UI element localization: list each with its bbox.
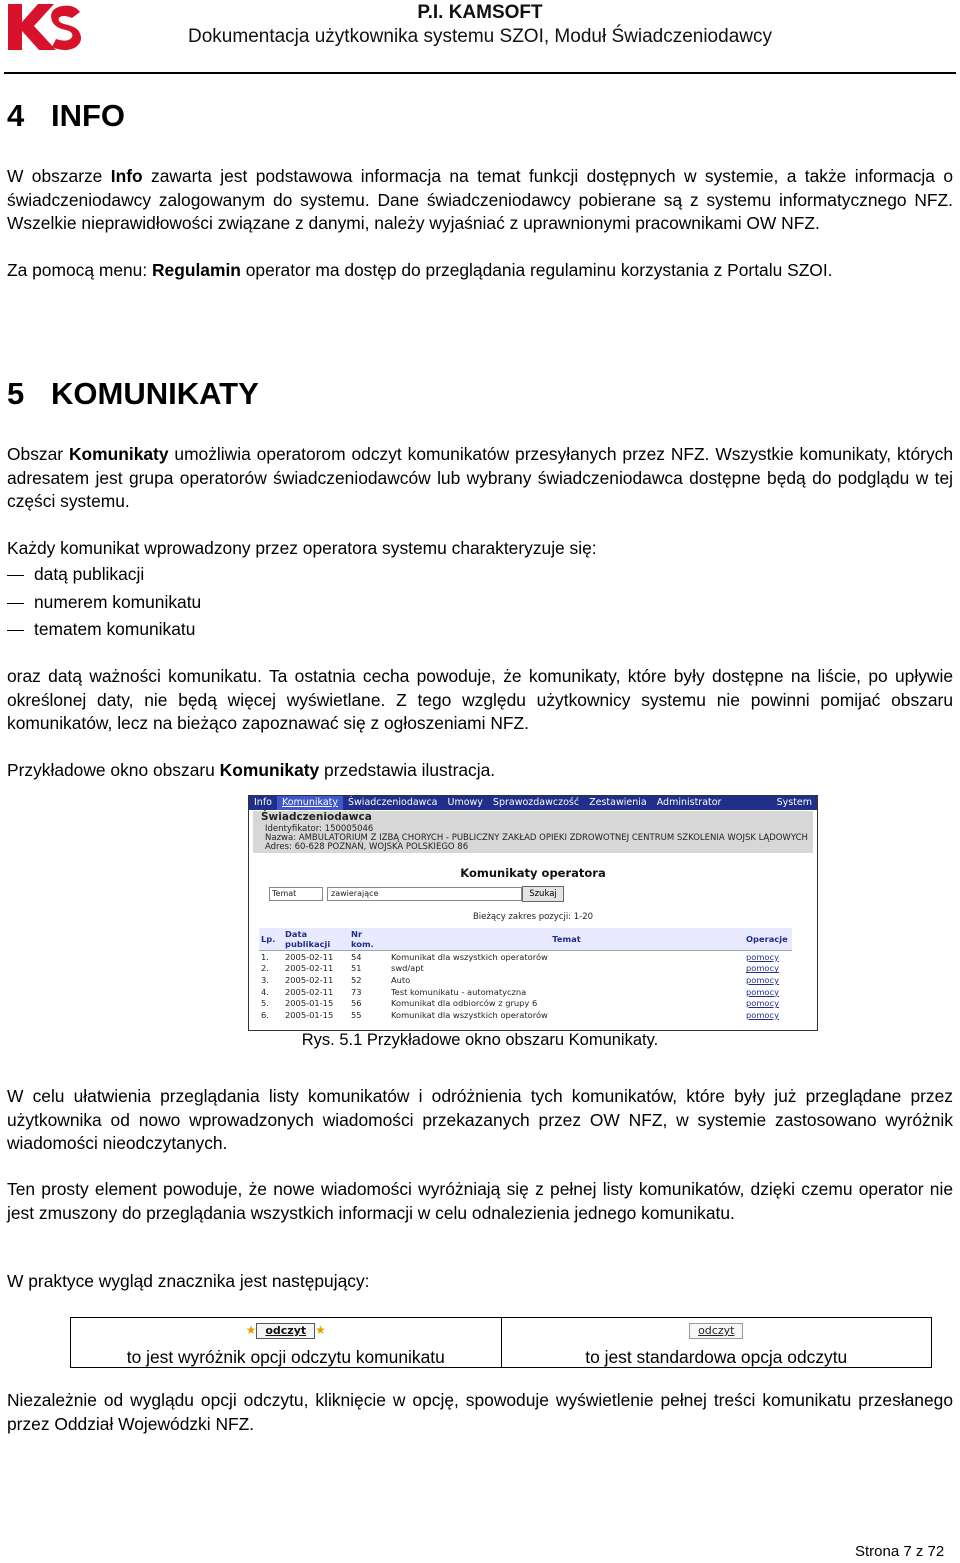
regulamin-paragraph: Za pomocą menu: Regulamin operator ma dostęp do przeglądania regulaminu korzystania z Portalu SZOI. [7,260,833,280]
column-header: Nr kom. [349,928,389,951]
column-header: Operacje [744,928,792,951]
features-intro-paragraph: Każdy komunikat wprowadzony przez operatora systemu charakteryzuje się: [7,538,597,558]
star-icon: ★ [245,1323,257,1337]
menu-item-komunikaty[interactable]: Komunikaty [277,796,343,810]
read-link[interactable]: pomocy [746,986,779,997]
document-title: Dokumentacja użytkownika systemu SZOI, Moduł Świadczeniodawcy [188,26,772,47]
standard-read-button[interactable]: odczyt [689,1323,743,1339]
header-divider [4,72,956,74]
list-item: numerem komunikatu [7,589,201,617]
read-link[interactable]: pomocy [746,998,779,1009]
messages-table [259,928,792,1021]
company-logo [6,2,82,52]
marker-intro-paragraph: W praktyce wygląd znacznika jest następujący: [7,1271,370,1291]
section-title: KOMUNIKATY [51,376,259,411]
company-name: P.I. KAMSOFT [417,2,543,23]
menu-bar [249,796,817,810]
info-paragraph: W obszarze Info zawarta jest podstawowa informacja na temat funkcji dostępnych w systemie, a także informacja o świadczeniodawcy zalogowanym do systemu. Dane świadczeniodawcy pobierane są z systemu informatycznego NFZ. Wszelkie nieprawidłowości związane z danymi, należy wyjaśniać z uprawnionymi pracownikami OW NFZ. [7,166,953,233]
standard-marker-label: to jest standardowa opcja odczytu [585,1347,848,1367]
komunikaty-screenshot [248,795,818,1031]
marker-comparison-table [70,1317,932,1368]
menu-item-umowy[interactable]: Umowy [447,797,483,808]
read-link[interactable]: pomocy [746,951,779,962]
read-option-paragraph: Niezależnie od wyglądu opcji odczytu, kliknięcie w opcję, spowoduje wyświetlenie pełnej treści komunikatu przesłanego przez Oddział Wojewódzki NFZ. [7,1390,953,1434]
standard-marker-cell [501,1318,932,1368]
provider-info-box [253,811,813,853]
read-link[interactable]: pomocy [746,1009,779,1020]
section-number: 4 [7,98,25,133]
read-link[interactable]: pomocy [746,974,779,985]
range-indicator: Bieżący zakres pozycji: 1-20 [472,912,594,922]
messages-title: Komunikaty operatora [460,866,606,880]
table-row: 6. 2005-01-15 55 Komunikat dla wszystkich operatorów pomocy [259,1009,792,1021]
menu-item-system[interactable]: System [776,797,812,808]
section-number: 5 [7,376,25,411]
marker-benefit-paragraph: Ten prosty element powoduje, że nowe wiadomości wyróżniają się z pełnej listy komunikatów, dzięki czemu operator nie jest zmuszony do przeglądania wszystkich informacji w celu odnalezienia jednego komunikatu. [7,1179,953,1223]
star-icon: ★ [315,1323,326,1337]
komunikaty-intro-paragraph: Obszar Komunikaty umożliwia operatorom odczyt komunikatów przesyłanych przez NFZ. Wszystkie komunikaty, których adresatem jest grupa operatorów świadczeniodawców lub wybrany świadczeniodawca dostępne będą do podglądu w tej części systemu. [7,444,954,511]
highlighted-marker-label: to jest wyróżnik opcji odczytu komunikatu [126,1347,445,1367]
menu-item-zestawienia[interactable]: Zestawienia [589,797,647,808]
menu-item-administrator[interactable]: Administrator [656,797,722,808]
table-header-row [259,928,792,951]
provider-name: Nazwa: AMBULATORIUM Z IZBĄ CHORYCH - PUBLICZNY ZAKŁAD OPIEKI ZDROWOTNEJ CENTRUM SZKOLENIA WOJSK LĄDOWYCH [265,833,808,843]
search-input[interactable]: zawierające [327,887,522,901]
table-row: 3. 2005-02-11 52 Auto pomocy [259,974,792,986]
validity-paragraph: oraz datą ważności komunikatu. Ta ostatnia cecha powoduje, że komunikaty, które były dostępne na liście, po upływie określonej daty, nie będą więcej wyświetlane. Z tego względu użytkownicy systemu nie powinni pomijać obszaru komunikatów, lecz na bieżąco zapoznawać się z ogłoszeniami NFZ. [7,666,953,733]
figure-caption: Rys. 5.1 Przykładowe okno obszaru Komunikaty. [301,1031,659,1049]
table-row: 5. 2005-01-15 56 Komunikat dla odbiorców z grupy 6 pomocy [259,997,792,1009]
provider-id: Identyfikator: 150005046 [265,824,374,834]
section-5-heading [7,376,259,412]
table-row: 1. 2005-02-11 54 Komunikat dla wszystkich operatorów pomocy [259,951,792,963]
list-item: tematem komunikatu [7,616,201,644]
highlighted-read-button[interactable]: odczyt [256,1323,315,1339]
column-header: Data publikacji [283,928,349,951]
provider-info-title: Świadczeniodawca [261,811,372,823]
menu-item-sprawozdawczosc[interactable]: Sprawozdawczość [492,797,580,808]
list-item: datą publikacji [7,561,201,589]
table-row: 4. 2005-02-11 73 Test komunikatu - automatyczna pomocy [259,986,792,998]
table-row: 2. 2005-02-11 51 swd/apt pomocy [259,963,792,975]
read-link[interactable]: pomocy [746,963,779,974]
section-4-heading [7,98,125,134]
search-button[interactable]: Szukaj [522,886,564,902]
menu-item-info[interactable]: Info [254,797,272,808]
page-number: Strona 7 z 72 [855,1543,945,1560]
marker-purpose-paragraph: W celu ułatwienia przeglądania listy komunikatów i odróżnienia tych komunikatów, które były już przeglądane przez użytkownika od nowo wprowadzonych wiadomości przekazanych przez OW NFZ, w systemie zastosowano wyróżnik wiadomości nieodczytanych. [7,1086,953,1153]
features-list [7,561,201,644]
search-field-select[interactable]: Temat [269,887,323,901]
menu-item-swiadczeniodawca[interactable]: Świadczeniodawca [348,797,438,808]
section-title: INFO [51,98,126,133]
provider-address: Adres: 60-628 POZNAŃ, WOJSKA POLSKIEGO 86 [265,842,469,852]
figure-intro-paragraph: Przykładowe okno obszaru Komunikaty przedstawia ilustracja. [7,760,496,780]
highlighted-marker-cell [71,1318,502,1368]
column-header: Lp. [259,928,283,951]
column-header: Temat [389,928,744,951]
